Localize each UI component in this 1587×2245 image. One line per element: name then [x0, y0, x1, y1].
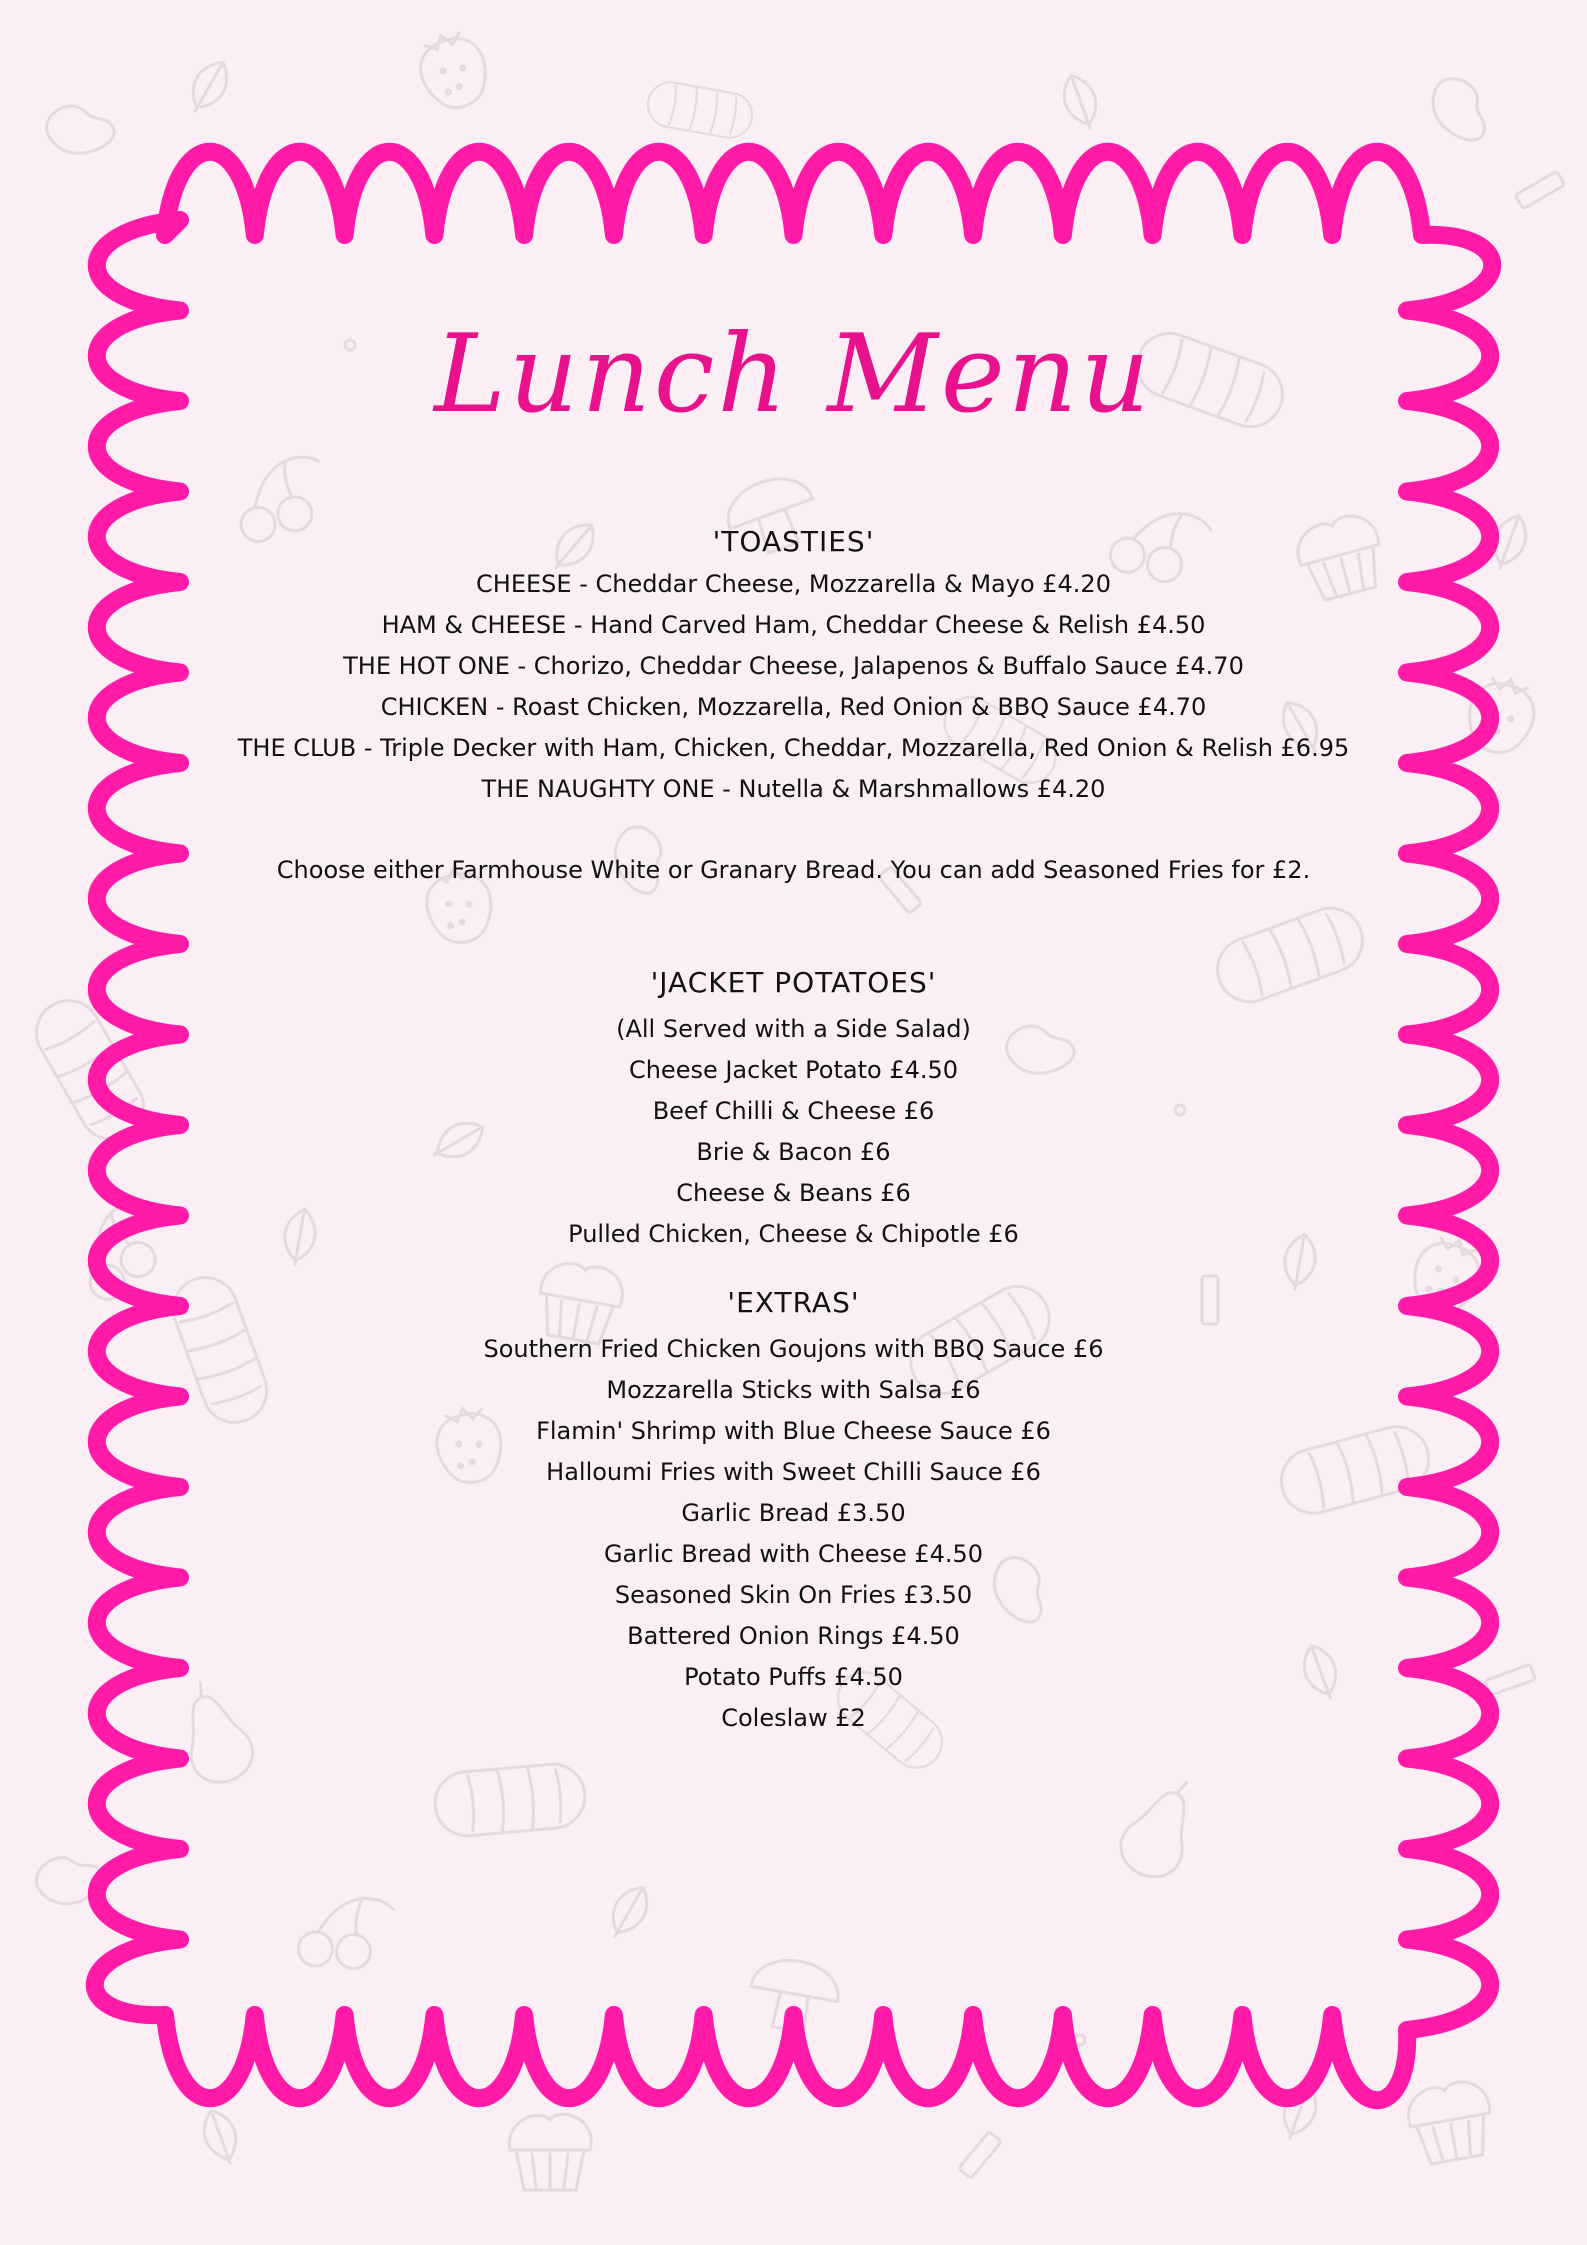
jacket-potato-item: Cheese & Beans £6 [676, 1179, 911, 1207]
extra-item: Potato Puffs £4.50 [684, 1663, 903, 1691]
toastie-item: THE HOT ONE - Chorizo, Cheddar Cheese, Jalapenos & Buffalo Sauce £4.70 [343, 652, 1244, 680]
extras-heading: 'EXTRAS' [727, 1286, 860, 1319]
menu-content [180, 300, 1407, 1739]
extra-item: Seasoned Skin On Fries £3.50 [614, 1581, 973, 1609]
jacket-potato-item: Pulled Chicken, Cheese & Chipotle £6 [568, 1220, 1019, 1248]
extra-item: Coleslaw £2 [721, 1704, 866, 1732]
extra-item: Battered Onion Rings £4.50 [627, 1622, 960, 1650]
toastie-item: THE NAUGHTY ONE - Nutella & Marshmallows £4.20 [481, 775, 1106, 803]
jacket-potato-item: Brie & Bacon £6 [696, 1138, 891, 1166]
extra-item: Mozzarella Sticks with Salsa £6 [606, 1376, 981, 1404]
extra-item: Southern Fried Chicken Goujons with BBQ Sauce £6 [483, 1335, 1104, 1363]
extras-section [180, 1285, 1407, 1739]
toastie-item: HAM & CHEESE - Hand Carved Ham, Cheddar Cheese & Relish £4.50 [381, 611, 1206, 639]
jacket-potato-item: Cheese Jacket Potato £4.50 [628, 1056, 959, 1084]
toastie-item: THE CLUB - Triple Decker with Ham, Chicken, Cheddar, Mozzarella, Red Onion & Relish £6.95 [237, 734, 1350, 762]
toasties-bread-note: Choose either Farmhouse White or Granary Bread. You can add Seasoned Fries for £2. [276, 856, 1311, 884]
jacket-potatoes-subheading: (All Served with a Side Salad) [616, 1015, 971, 1043]
extra-item: Garlic Bread £3.50 [681, 1499, 906, 1527]
jacket-potato-item: Beef Chilli & Cheese £6 [652, 1097, 935, 1125]
extra-item: Flamin' Shrimp with Blue Cheese Sauce £6 [536, 1417, 1051, 1445]
extra-item: Garlic Bread with Cheese £4.50 [603, 1540, 984, 1568]
jacket-potatoes-heading: 'JACKET POTATOES' [650, 966, 937, 999]
toasties-heading: 'TOASTIES' [712, 525, 875, 558]
toastie-item: CHEESE - Cheddar Cheese, Mozzarella & Mayo £4.20 [476, 570, 1111, 598]
toasties-section [180, 524, 1407, 891]
menu-title: Lunch Menu [434, 312, 1153, 437]
jacket-potatoes-section [180, 965, 1407, 1255]
toastie-item: CHICKEN - Roast Chicken, Mozzarella, Red Onion & BBQ Sauce £4.70 [380, 693, 1207, 721]
extra-item: Halloumi Fries with Sweet Chilli Sauce £6 [546, 1458, 1041, 1486]
